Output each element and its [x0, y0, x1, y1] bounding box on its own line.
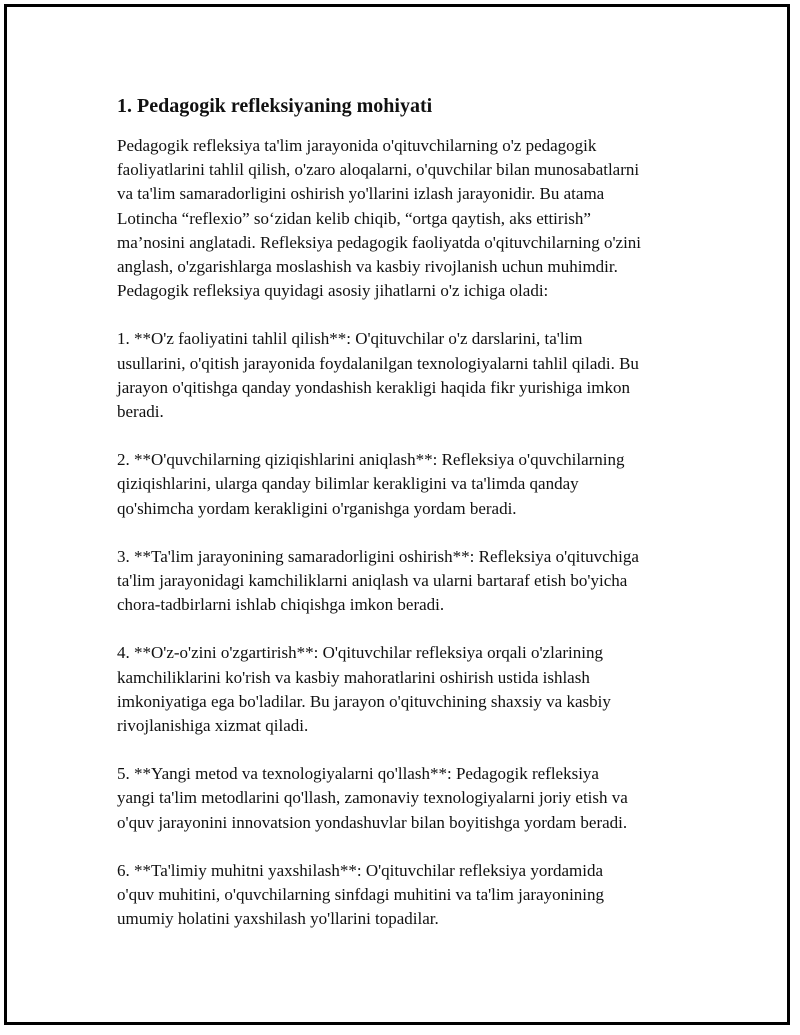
intro-paragraph: Pedagogik refleksiya ta'lim jarayonida o'qituvchilarning o'z pedagogik faoliyatlarini tahlil qilish, o'zaro aloqalarni, o'quvchilar bilan munosabatlarni va ta'lim samaradorligini oshirish yo'llarini izlash jarayonidir. Bu atama Lotincha “reflexio” so‘zidan kelib chiqib, “ortga qaytish, aks ettirish” ma’nosini anglatadi. Refleksiya pedagogik faoliyatda o'qituvchilarning o'zini anglash, o'zgarishlarga moslashish va kasbiy rivojlanish uchun muhimdir. Pedagogik refleksiya quyidagi asosiy jihatlarni o'z ichiga oladi:: [117, 136, 642, 301]
section-heading: 1. Pedagogik refleksiyaning mohiyati: [117, 95, 433, 117]
list-item-5: 5. **Yangi metod va texnologiyalarni qo'llash**: Pedagogik refleksiya yangi ta'lim metodlarini qo'llash, zamonaviy texnologiyalarni joriy etish va o'quv jarayonini innovatsion yondashuvlar bilan boyitishga yordam beradi.: [117, 764, 628, 832]
list-item-2: 2. **O'quvchilarning qiziqishlarini aniqlash**: Refleksiya o'quvchilarning qiziqishlarini, ularga qanday bilimlar kerakligini va ta'limda qanday qo'shimcha yordam kerakligini o'rganishga yordam beradi.: [117, 450, 625, 518]
list-item-1: 1. **O'z faoliyatini tahlil qilish**: O'qituvchilar o'z darslarini, ta'lim usullarini, o'qitish jarayonida foydalanilgan texnologiyalarni tahlil qiladi. Bu jarayon o'qitishga qanday yondashish kerakligi haqida fikr yurishiga imkon beradi.: [117, 329, 639, 422]
list-item-3: 3. **Ta'lim jarayonining samaradorligini oshirish**: Refleksiya o'qituvchiga ta'lim jarayonidagi kamchiliklarni aniqlash va ularni bartaraf etish bo'yicha chora-tadbirlarni ishlab chiqishga imkon beradi.: [117, 546, 639, 615]
list-item-4: 4. **O'z-o'zini o'zgartirish**: O'qituvchilar refleksiya orqali o'zlarining kamchiliklarini ko'rish va kasbiy mahoratlarini oshirish ustida ishlash imkoniyatiga ega bo'ladilar. Bu jarayon o'qituvchining shaxsiy va kasbiy rivojlanishiga xizmat qiladi.: [117, 643, 611, 736]
list-item-6: 6. **Ta'limiy muhitni yaxshilash**: O'qituvchilar refleksiya yordamida o'quv muhitini, o'quvchilarning sinfdagi muhitini va ta'lim jarayonining umumiy holatini yaxshilash yo'llarini topadilar.: [117, 860, 605, 929]
document-content: [117, 92, 707, 955]
